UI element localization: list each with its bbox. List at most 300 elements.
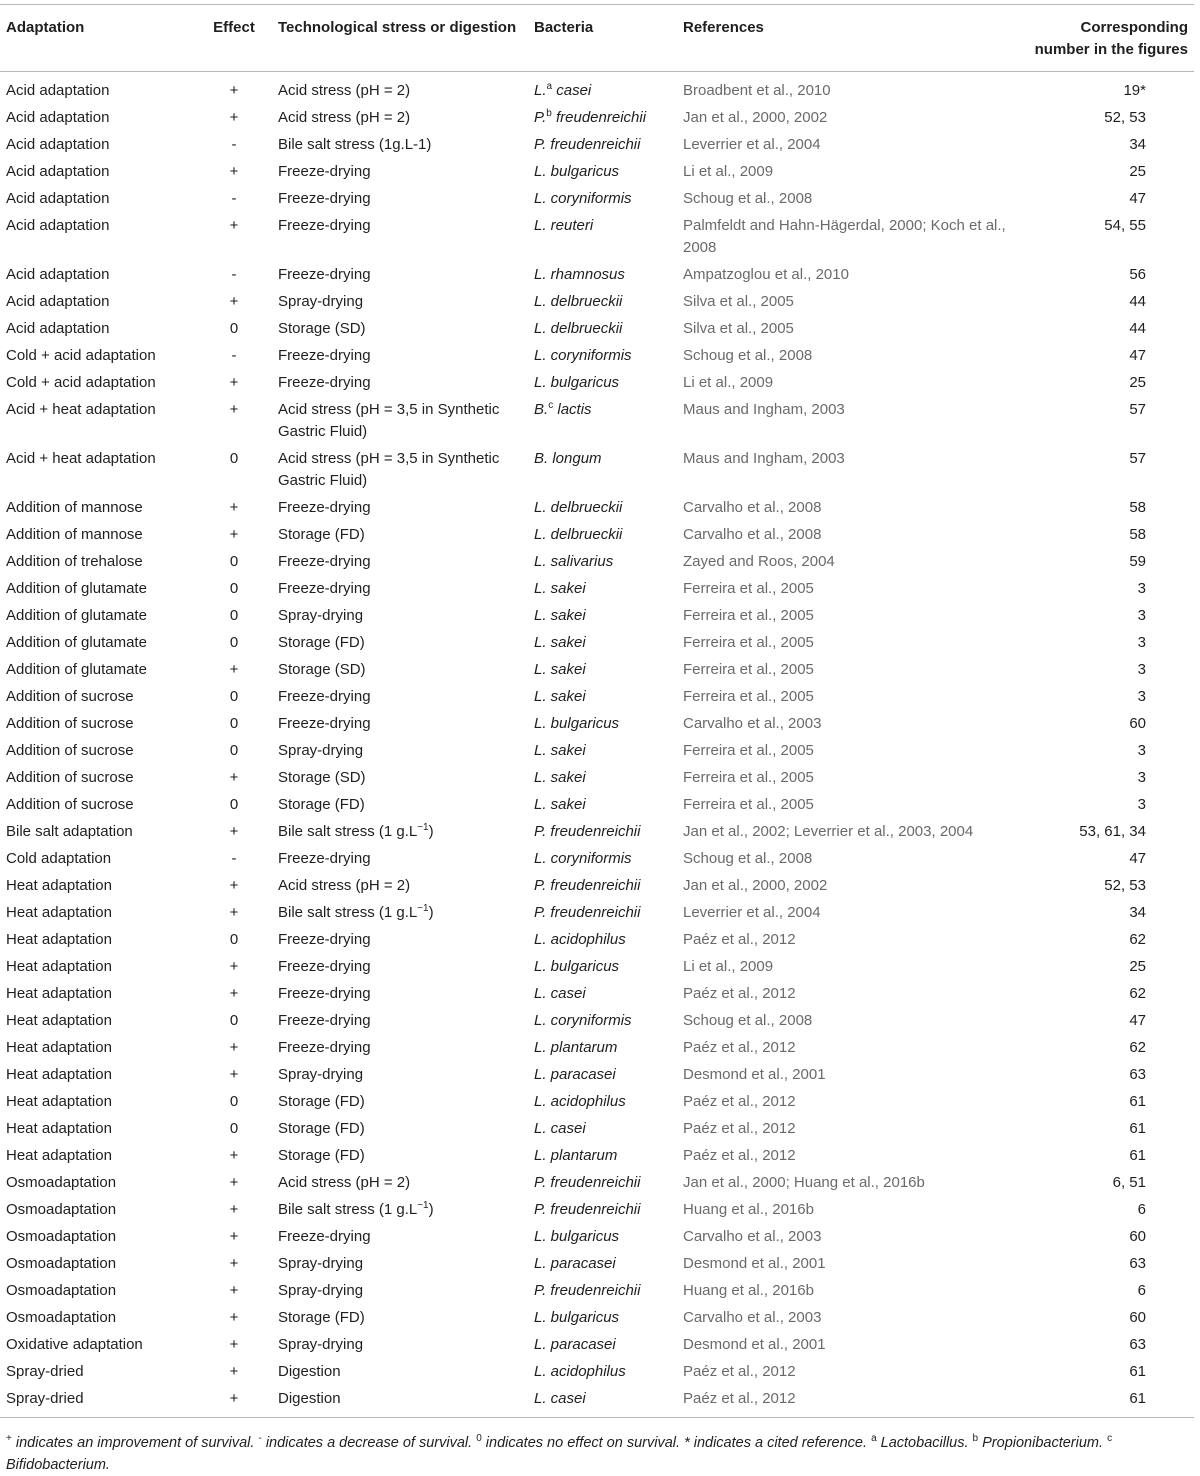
bacteria-superscript: a <box>546 81 553 92</box>
header-bacteria: Bacteria <box>528 5 677 72</box>
bacteria-name: L. acidophilus <box>534 931 626 948</box>
cell-adaptation: Heat adaptation <box>6 985 112 1002</box>
cell-references: Carvalho et al., 2003 <box>683 715 822 732</box>
table-footnote <box>6 1432 1192 1476</box>
bacteria-name: P. freudenreichii <box>534 877 641 894</box>
cell-stress <box>272 873 528 900</box>
cell-bacteria <box>528 684 677 711</box>
cell-effect: 0 <box>229 553 239 570</box>
stress-text: Freeze-drying <box>278 499 371 516</box>
bacteria-name: L. delbrueckii <box>534 293 623 310</box>
bacteria-name: L. delbrueckii <box>534 526 623 543</box>
cell-adaptation: Addition of glutamate <box>6 607 147 624</box>
cell-adaptation: Acid adaptation <box>6 136 110 153</box>
cell-references: Carvalho et al., 2003 <box>683 1309 822 1326</box>
table-row <box>0 1008 1194 1035</box>
cell-references: Leverrier et al., 2004 <box>683 904 821 921</box>
stress-text: Storage (FD) <box>278 1093 365 1110</box>
table-row <box>0 213 1194 262</box>
cell-stress <box>272 343 528 370</box>
bacteria-name: L. <box>534 82 547 99</box>
footnote-text: indicates an improvement of survival. <box>11 1435 259 1451</box>
cell-number: 63 <box>1129 1336 1146 1353</box>
cell-references: Li et al., 2009 <box>683 163 774 180</box>
cell-stress <box>272 684 528 711</box>
cell-adaptation: Spray-dried <box>6 1363 84 1380</box>
footnote-text: Lactobacillus. <box>876 1435 973 1451</box>
table-row <box>0 927 1194 954</box>
cell-adaptation: Heat adaptation <box>6 1147 112 1164</box>
cell-effect: 0 <box>229 1093 239 1110</box>
cell-effect: - <box>231 190 237 207</box>
cell-adaptation: Heat adaptation <box>6 1093 112 1110</box>
cell-bacteria <box>528 846 677 873</box>
cell-bacteria <box>528 711 677 738</box>
bacteria-name: L. bulgaricus <box>534 1309 620 1326</box>
cell-stress <box>272 1278 528 1305</box>
cell-effect: + <box>229 82 239 99</box>
cell-effect: + <box>229 985 239 1002</box>
cell-adaptation: Heat adaptation <box>6 1120 112 1137</box>
stress-text: Acid stress (pH = 2) <box>278 109 411 126</box>
stress-text: Freeze-drying <box>278 931 371 948</box>
bacteria-name: L. casei <box>534 1120 586 1137</box>
bacteria-name: L. coryniformis <box>534 190 632 207</box>
cell-adaptation: Addition of sucrose <box>6 742 134 759</box>
cell-stress <box>272 1089 528 1116</box>
cell-bacteria <box>528 1143 677 1170</box>
stress-text: Bile salt stress (1 g.L <box>278 904 418 921</box>
cell-adaptation: Addition of sucrose <box>6 688 134 705</box>
cell-stress <box>272 446 528 495</box>
cell-bacteria <box>528 1062 677 1089</box>
bacteria-name: L. paracasei <box>534 1336 616 1353</box>
table-row <box>0 549 1194 576</box>
stress-text: Freeze-drying <box>278 715 371 732</box>
cell-effect: 0 <box>229 931 239 948</box>
stress-text: Bile salt stress (1g.L-1) <box>278 136 432 153</box>
cell-bacteria <box>528 1386 677 1418</box>
cell-references: Ampatzoglou et al., 2010 <box>683 266 849 283</box>
stress-text: Freeze-drying <box>278 1039 371 1056</box>
cell-stress <box>272 397 528 446</box>
cell-number: 47 <box>1129 347 1146 364</box>
cell-stress <box>272 1386 528 1418</box>
cell-number: 53, 61, 34 <box>1079 823 1146 840</box>
cell-effect: + <box>229 769 239 786</box>
cell-references: Schoug et al., 2008 <box>683 190 813 207</box>
cell-references: Ferreira et al., 2005 <box>683 742 814 759</box>
cell-effect: + <box>229 1039 239 1056</box>
table-row <box>0 630 1194 657</box>
cell-stress <box>272 549 528 576</box>
table-row <box>0 1035 1194 1062</box>
cell-effect: + <box>229 1255 239 1272</box>
cell-references: Paéz et al., 2012 <box>683 1039 796 1056</box>
cell-effect: + <box>229 958 239 975</box>
bacteria-name: L. coryniformis <box>534 850 632 867</box>
cell-effect: + <box>229 217 239 234</box>
table-row <box>0 1386 1194 1418</box>
table-row <box>0 657 1194 684</box>
cell-stress <box>272 132 528 159</box>
header-row <box>0 5 1194 72</box>
cell-bacteria <box>528 105 677 132</box>
cell-stress <box>272 954 528 981</box>
cell-bacteria <box>528 316 677 343</box>
header-number: Corresponding number in the figures <box>1028 5 1194 72</box>
cell-references: Schoug et al., 2008 <box>683 850 813 867</box>
cell-references: Huang et al., 2016b <box>683 1201 814 1218</box>
stress-text: Freeze-drying <box>278 958 371 975</box>
cell-bacteria <box>528 1251 677 1278</box>
footnote-symbol: b <box>972 1433 979 1444</box>
cell-adaptation: Acid + heat adaptation <box>6 450 156 467</box>
cell-bacteria <box>528 343 677 370</box>
bacteria-name: P. freudenreichii <box>534 823 641 840</box>
stress-text: Acid stress (pH = 2) <box>278 877 411 894</box>
cell-stress <box>272 819 528 846</box>
cell-stress <box>272 72 528 106</box>
table-row <box>0 522 1194 549</box>
bacteria-name: P. freudenreichii <box>534 904 641 921</box>
cell-references: Li et al., 2009 <box>683 958 774 975</box>
bacteria-name: L. delbrueckii <box>534 499 623 516</box>
cell-number: 63 <box>1129 1255 1146 1272</box>
cell-number: 3 <box>1137 796 1146 813</box>
bacteria-name: L. paracasei <box>534 1255 616 1272</box>
cell-number: 47 <box>1129 1012 1146 1029</box>
cell-stress <box>272 316 528 343</box>
cell-bacteria <box>528 213 677 262</box>
cell-stress <box>272 1170 528 1197</box>
stress-text: Freeze-drying <box>278 580 371 597</box>
cell-number: 58 <box>1129 499 1146 516</box>
stress-text: Freeze-drying <box>278 850 371 867</box>
cell-references: Maus and Ingham, 2003 <box>683 450 845 467</box>
cell-bacteria <box>528 873 677 900</box>
bacteria-name: L. bulgaricus <box>534 1228 620 1245</box>
stress-text: Digestion <box>278 1390 341 1407</box>
cell-number: 61 <box>1129 1363 1146 1380</box>
stress-text: Storage (FD) <box>278 526 365 543</box>
cell-number: 62 <box>1129 931 1146 948</box>
cell-bacteria <box>528 262 677 289</box>
cell-number: 52, 53 <box>1104 877 1146 894</box>
bacteria-name: B. <box>534 401 549 418</box>
cell-effect: + <box>229 1228 239 1245</box>
bacteria-name: L. bulgaricus <box>534 163 620 180</box>
cell-stress <box>272 738 528 765</box>
cell-adaptation: Heat adaptation <box>6 1012 112 1029</box>
header-stress: Technological stress or digestion <box>272 5 528 72</box>
cell-stress <box>272 630 528 657</box>
footnote-text: Propionibacterium. <box>978 1435 1108 1451</box>
table-row <box>0 262 1194 289</box>
header-effect: Effect <box>196 5 272 72</box>
cell-references: Paéz et al., 2012 <box>683 931 796 948</box>
cell-bacteria <box>528 446 677 495</box>
bacteria-name: P. <box>534 109 547 126</box>
cell-adaptation: Osmoadaptation <box>6 1201 117 1218</box>
cell-effect: 0 <box>229 1012 239 1029</box>
bacteria-name: L. acidophilus <box>534 1363 626 1380</box>
cell-adaptation: Acid adaptation <box>6 190 110 207</box>
bacteria-name: L. coryniformis <box>534 1012 632 1029</box>
table-row <box>0 846 1194 873</box>
table-row <box>0 446 1194 495</box>
table-row <box>0 397 1194 446</box>
table-row <box>0 954 1194 981</box>
cell-stress <box>272 765 528 792</box>
cell-stress <box>272 1224 528 1251</box>
cell-effect: + <box>229 1174 239 1191</box>
table-row <box>0 1197 1194 1224</box>
cell-references: Ferreira et al., 2005 <box>683 688 814 705</box>
cell-number: 60 <box>1129 1228 1146 1245</box>
stress-text: Acid stress (pH = 3,5 in Synthetic Gastric Fluid) <box>278 450 500 489</box>
cell-number: 56 <box>1129 266 1146 283</box>
table-row <box>0 603 1194 630</box>
cell-number: 3 <box>1137 688 1146 705</box>
bacteria-name: P. freudenreichii <box>534 136 641 153</box>
cell-number: 62 <box>1129 1039 1146 1056</box>
table-row <box>0 289 1194 316</box>
cell-references: Paéz et al., 2012 <box>683 1093 796 1110</box>
cell-references: Desmond et al., 2001 <box>683 1066 826 1083</box>
header-references: References <box>677 5 1028 72</box>
footnote-symbol: 0 <box>476 1433 482 1444</box>
footnote-symbol: + <box>6 1433 12 1444</box>
cell-adaptation: Osmoadaptation <box>6 1282 117 1299</box>
cell-effect: + <box>229 109 239 126</box>
cell-stress <box>272 1116 528 1143</box>
cell-stress <box>272 213 528 262</box>
cell-bacteria <box>528 765 677 792</box>
bacteria-name: L. coryniformis <box>534 347 632 364</box>
adaptation-table <box>0 4 1194 1418</box>
cell-number: 54, 55 <box>1104 217 1146 234</box>
stress-text: Storage (FD) <box>278 634 365 651</box>
bacteria-name: L. bulgaricus <box>534 958 620 975</box>
cell-adaptation: Acid adaptation <box>6 217 110 234</box>
cell-number: 57 <box>1129 401 1146 418</box>
bacteria-name: P. freudenreichii <box>534 1282 641 1299</box>
stress-text: Acid stress (pH = 2) <box>278 1174 411 1191</box>
cell-references: Huang et al., 2016b <box>683 1282 814 1299</box>
cell-number: 19* <box>1123 82 1146 99</box>
cell-effect: 0 <box>229 320 239 337</box>
cell-adaptation: Addition of mannose <box>6 526 143 543</box>
cell-effect: - <box>231 347 237 364</box>
bacteria-name: L. plantarum <box>534 1147 618 1164</box>
cell-stress <box>272 1197 528 1224</box>
bacteria-name-rest: casei <box>552 82 592 99</box>
table-row <box>0 72 1194 106</box>
bacteria-name: L. casei <box>534 985 586 1002</box>
cell-effect: + <box>229 1201 239 1218</box>
cell-references: Jan et al., 2002; Leverrier et al., 2003, 2004 <box>683 823 974 840</box>
cell-adaptation: Acid adaptation <box>6 266 110 283</box>
cell-adaptation: Heat adaptation <box>6 931 112 948</box>
cell-stress <box>272 981 528 1008</box>
table-row <box>0 981 1194 1008</box>
cell-number: 3 <box>1137 769 1146 786</box>
table-row <box>0 1116 1194 1143</box>
footnote-text: indicates no effect on survival. <box>481 1435 685 1451</box>
cell-bacteria <box>528 72 677 106</box>
cell-adaptation: Addition of sucrose <box>6 796 134 813</box>
cell-adaptation: Addition of glutamate <box>6 580 147 597</box>
cell-stress <box>272 262 528 289</box>
stress-text: Spray-drying <box>278 1066 364 1083</box>
cell-number: 3 <box>1137 607 1146 624</box>
cell-effect: - <box>231 266 237 283</box>
cell-adaptation: Heat adaptation <box>6 1039 112 1056</box>
table-row <box>0 1278 1194 1305</box>
cell-bacteria <box>528 1278 677 1305</box>
cell-references: Carvalho et al., 2008 <box>683 526 822 543</box>
cell-references: Ferreira et al., 2005 <box>683 769 814 786</box>
cell-adaptation: Addition of trehalose <box>6 553 143 570</box>
bacteria-name: L. sakei <box>534 769 586 786</box>
cell-adaptation: Spray-dried <box>0 1386 196 1418</box>
cell-adaptation: Bile salt adaptation <box>6 823 133 840</box>
table-row <box>0 1251 1194 1278</box>
cell-references: Schoug et al., 2008 <box>683 1012 813 1029</box>
cell-references: Schoug et al., 2008 <box>683 347 813 364</box>
cell-effect: + <box>229 163 239 180</box>
cell-stress <box>272 1008 528 1035</box>
stress-text: Bile salt stress (1 g.L <box>278 823 418 840</box>
cell-adaptation: Acid adaptation <box>6 293 110 310</box>
table-row <box>0 316 1194 343</box>
cell-references: Silva et al., 2005 <box>683 320 794 337</box>
cell-adaptation: Acid adaptation <box>6 109 110 126</box>
cell-adaptation: Heat adaptation <box>6 958 112 975</box>
cell-effect: + <box>229 499 239 516</box>
bacteria-name-rest: lactis <box>553 401 592 418</box>
table-row <box>0 873 1194 900</box>
stress-text: Spray-drying <box>278 1336 364 1353</box>
cell-number: 62 <box>1129 985 1146 1002</box>
cell-bacteria <box>528 603 677 630</box>
bacteria-name: L. sakei <box>534 661 586 678</box>
cell-adaptation: Osmoadaptation <box>6 1309 117 1326</box>
cell-effect: - <box>231 850 237 867</box>
table-row <box>0 765 1194 792</box>
table-row <box>0 711 1194 738</box>
cell-number: 6 <box>1137 1282 1146 1299</box>
cell-adaptation: Osmoadaptation <box>6 1255 117 1272</box>
cell-stress <box>272 1062 528 1089</box>
cell-number: 61 <box>1129 1147 1146 1164</box>
cell-effect: + <box>229 374 239 391</box>
table-row <box>0 105 1194 132</box>
cell-number: 47 <box>1129 850 1146 867</box>
cell-references: Jan et al., 2000, 2002 <box>683 109 828 126</box>
cell-number: 34 <box>1129 904 1146 921</box>
bacteria-name: L. plantarum <box>534 1039 618 1056</box>
bacteria-name: L. acidophilus <box>534 1093 626 1110</box>
stress-text: Bile salt stress (1 g.L <box>278 1201 418 1218</box>
cell-stress <box>272 289 528 316</box>
stress-text: Freeze-drying <box>278 688 371 705</box>
stress-text: Storage (SD) <box>278 320 366 337</box>
cell-references: Ferreira et al., 2005 <box>683 607 814 624</box>
cell-stress <box>272 576 528 603</box>
cell-effect: + <box>229 1147 239 1164</box>
stress-text: Freeze-drying <box>278 217 371 234</box>
cell-adaptation: Cold adaptation <box>6 850 112 867</box>
cell-references: Paéz et al., 2012 <box>683 1363 796 1380</box>
stress-text: Freeze-drying <box>278 266 371 283</box>
cell-effect: + <box>229 1066 239 1083</box>
table-row <box>0 684 1194 711</box>
table-row <box>0 495 1194 522</box>
cell-number: 59 <box>1129 553 1146 570</box>
bacteria-name: L. sakei <box>534 580 586 597</box>
cell-references: Broadbent et al., 2010 <box>683 82 831 99</box>
cell-adaptation: Acid + heat adaptation <box>6 401 156 418</box>
table-body <box>0 72 1194 1418</box>
cell-effect: 0 <box>229 450 239 467</box>
table-row <box>0 819 1194 846</box>
bacteria-name: L. sakei <box>534 688 586 705</box>
cell-stress <box>272 1332 528 1359</box>
footnote-symbol: - <box>258 1433 262 1444</box>
cell-bacteria <box>528 132 677 159</box>
cell-references: Paéz et al., 2012 <box>677 1386 1028 1418</box>
cell-number: 61 <box>1129 1093 1146 1110</box>
cell-number: 61 <box>1028 1386 1194 1418</box>
stress-text: Storage (FD) <box>278 1309 365 1326</box>
cell-adaptation: Acid adaptation <box>6 320 110 337</box>
bacteria-name: P. freudenreichii <box>534 1201 641 1218</box>
cell-stress <box>272 711 528 738</box>
stress-text-end: ) <box>428 1201 434 1218</box>
cell-number: 57 <box>1129 450 1146 467</box>
cell-adaptation: Cold + acid adaptation <box>6 347 156 364</box>
table-row <box>0 1143 1194 1170</box>
header-adaptation: Adaptation <box>0 5 196 72</box>
cell-bacteria <box>528 549 677 576</box>
cell-effect: 0 <box>229 715 239 732</box>
cell-adaptation: Acid adaptation <box>6 82 110 99</box>
stress-text-end: ) <box>428 823 434 840</box>
stress-text: Spray-drying <box>278 607 364 624</box>
stress-text-end: ) <box>428 904 434 921</box>
cell-stress <box>272 159 528 186</box>
table-row <box>0 1170 1194 1197</box>
stress-text: Storage (FD) <box>278 1147 365 1164</box>
cell-number: 6, 51 <box>1112 1174 1146 1191</box>
cell-bacteria <box>528 819 677 846</box>
footnote-text: Bifidobacterium. <box>6 1457 110 1473</box>
cell-adaptation: Addition of sucrose <box>6 769 134 786</box>
cell-number: 63 <box>1129 1066 1146 1083</box>
table-row <box>0 159 1194 186</box>
cell-number: 60 <box>1129 1309 1146 1326</box>
stress-text: Acid stress (pH = 2) <box>278 82 411 99</box>
cell-number: 3 <box>1137 634 1146 651</box>
cell-references: Ferreira et al., 2005 <box>683 634 814 651</box>
cell-bacteria <box>528 1170 677 1197</box>
bacteria-name: L. casei <box>534 1390 586 1407</box>
cell-effect: + <box>229 293 239 310</box>
bacteria-name: B. longum <box>534 450 602 467</box>
table-row <box>0 900 1194 927</box>
